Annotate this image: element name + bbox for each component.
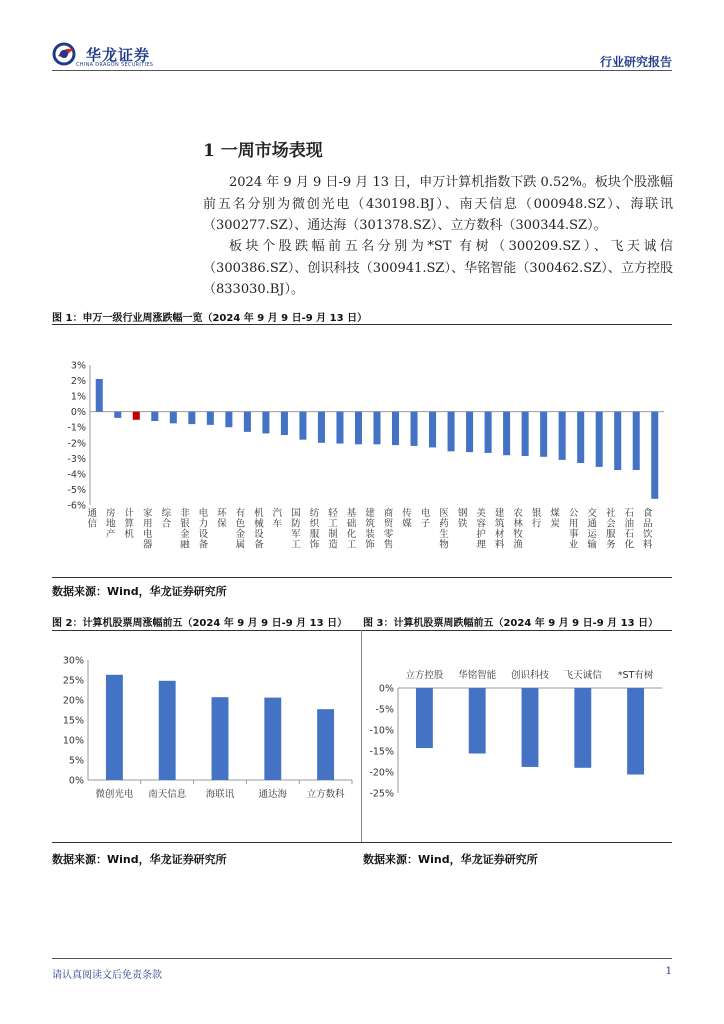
y-tick-label: 3% [70, 360, 86, 372]
y-tick-label: 5% [68, 755, 84, 767]
bar-28 [614, 412, 621, 470]
bar-2 [522, 688, 539, 767]
bar-15 [373, 412, 380, 445]
bar-29 [633, 412, 640, 470]
x-tick-label: 国防军工 [291, 508, 301, 551]
bar-2 [133, 412, 140, 420]
bar-0 [96, 379, 103, 412]
y-tick-label: 20% [62, 695, 84, 707]
x-tick-label: 医药生物 [439, 508, 449, 551]
figure1-title: 图 1：申万一级行业周涨跌幅一览（2024 年 9 月 9 日-9 月 13 日） [52, 313, 368, 324]
y-tick-label: 15% [62, 715, 84, 727]
bar-20 [466, 412, 473, 452]
figure3-title: 图 3：计算机股票周跌幅前五（2024 年 9 月 9 日-9 月 13 日） [363, 618, 659, 629]
y-tick-label: -20% [369, 767, 394, 779]
x-tick-label: 微创光电 [95, 789, 134, 800]
x-tick-label: 家用电器 [143, 508, 153, 551]
disclaimer-note: 请认真阅读文后免责条款 [52, 970, 162, 981]
bar-24 [540, 412, 547, 457]
brand-name: 华龙证券 [86, 45, 151, 64]
x-tick-label: 农林牧渔 [513, 508, 523, 551]
y-tick-label: 2% [70, 376, 86, 388]
y-tick-label: -4% [67, 469, 86, 481]
x-tick-label: 环保 [217, 508, 227, 530]
y-tick-label: 0% [378, 683, 394, 695]
bar-21 [485, 412, 492, 453]
x-tick-label: 轻工制造 [328, 508, 338, 551]
bar-3 [151, 412, 158, 421]
bar-18 [429, 412, 436, 448]
paragraph-gainers: 2024 年 9 月 9 日-9 月 13 日，申万计算机指数下跌 0.52%。板块个股涨幅前五名分别为微创光电（430198.BJ）、南天信息（000948.SZ）、海联讯（300277.SZ）、通达海（301378.SZ）、立方数科（300344.SZ）。 [203, 175, 673, 233]
x-tick-label: 商贸零售 [383, 508, 394, 551]
bar-2 [212, 697, 229, 780]
y-tick-label: 1% [70, 391, 86, 403]
bar-4 [170, 412, 177, 424]
bar-13 [336, 412, 343, 444]
bar-4 [317, 709, 334, 780]
x-tick-label: 电子 [420, 508, 431, 530]
y-tick-label: 30% [62, 655, 84, 667]
figure2-title: 图 2：计算机股票周涨幅前五（2024 年 9 月 9 日-9 月 13 日） [52, 618, 348, 629]
bar-17 [411, 412, 418, 446]
x-tick-label: 房地产 [106, 508, 116, 540]
bar-6 [207, 412, 214, 425]
figure2-source: 数据来源：Wind，华龙证券研究所 [52, 853, 227, 866]
bar-1 [159, 681, 176, 780]
y-tick-label: -25% [369, 788, 394, 800]
y-tick-label: -2% [67, 438, 86, 450]
bar-11 [299, 412, 306, 440]
y-tick-label: -5% [375, 704, 394, 716]
x-tick-label: 纺织服饰 [309, 508, 320, 551]
x-tick-label: 建筑材料 [494, 508, 505, 551]
bar-0 [106, 675, 123, 780]
x-tick-label: 飞天诚信 [563, 670, 602, 681]
bar-1 [469, 688, 486, 754]
figure1-bottom-rule [52, 577, 672, 578]
y-tick-label: 10% [62, 735, 84, 747]
x-tick-label: 钢铁 [457, 508, 468, 530]
x-tick-label: 创识科技 [510, 670, 550, 681]
y-tick-label: -1% [67, 422, 86, 434]
figure1-source: 数据来源：Wind，华龙证券研究所 [52, 585, 227, 598]
x-tick-label: 电力设备 [198, 508, 209, 551]
y-tick-label: -3% [67, 453, 86, 465]
y-tick-label: 0% [68, 775, 84, 787]
x-tick-label: 石油石化 [624, 508, 634, 551]
x-tick-label: 华铭智能 [458, 670, 497, 681]
figure1-top-rule [52, 324, 672, 325]
y-tick-label: -15% [369, 746, 394, 758]
bar-14 [355, 412, 362, 445]
paragraph-losers: 板块个股跌幅前五名分别为*ST 有树（300209.SZ）、飞天诚信（300386.SZ）、创识科技（300941.SZ）、华铭智能（300462.SZ）、立方控股（833030.BJ）。 [203, 239, 673, 297]
bar-26 [577, 412, 584, 463]
x-tick-label: 南天信息 [148, 789, 187, 800]
x-tick-label: 食品饮料 [642, 508, 653, 551]
bar-4 [627, 688, 644, 775]
industry-weekly-change-chart [52, 330, 672, 575]
top-losers-chart [366, 660, 666, 805]
bar-23 [522, 412, 529, 456]
footer-divider [52, 958, 672, 959]
bar-3 [574, 688, 591, 768]
y-tick-label: -5% [67, 484, 86, 496]
bar-5 [188, 412, 195, 424]
bar-1 [114, 412, 121, 418]
bar-22 [503, 412, 510, 456]
x-tick-label: 建筑装饰 [365, 508, 375, 551]
x-tick-label: 公用事业 [568, 508, 579, 551]
x-tick-label: 有色金属 [235, 508, 246, 551]
figure-column-divider [361, 630, 362, 842]
x-tick-label: 煤炭 [550, 508, 560, 530]
x-tick-label: 通信 [87, 508, 98, 530]
x-tick-label: 通达海 [258, 789, 288, 800]
bar-7 [225, 412, 232, 428]
x-tick-label: 传媒 [402, 508, 412, 530]
figure2-3-bottom-rule [52, 842, 672, 843]
top-gainers-chart [52, 638, 357, 838]
bar-0 [416, 688, 433, 748]
x-tick-label: 计算机 [124, 508, 135, 540]
x-tick-label: *ST有树 [617, 670, 654, 681]
bar-3 [264, 698, 281, 780]
x-tick-label: 机械设备 [254, 508, 264, 551]
x-tick-label: 综合 [161, 508, 172, 530]
x-tick-label: 社会服务 [605, 508, 616, 551]
x-tick-label: 汽车 [272, 508, 283, 530]
bar-9 [262, 412, 269, 434]
bar-30 [651, 412, 658, 499]
y-tick-label: -6% [67, 500, 86, 512]
x-tick-label: 美容护理 [476, 508, 486, 551]
figure2-3-top-rule [52, 630, 672, 631]
report-type: 行业研究报告 [599, 55, 672, 69]
x-tick-label: 基础化工 [346, 508, 357, 551]
y-tick-label: 0% [70, 407, 86, 419]
bar-19 [448, 412, 455, 452]
y-tick-label: -10% [369, 725, 394, 737]
x-tick-label: 银行 [531, 508, 542, 530]
bar-8 [244, 412, 251, 432]
page-number: 1 [665, 966, 672, 977]
figure3-source: 数据来源：Wind，华龙证券研究所 [363, 853, 538, 866]
bar-27 [596, 412, 603, 467]
bar-25 [559, 412, 566, 460]
brand-subtitle: CHINA DRAGON SECURITIES [76, 62, 154, 68]
header-divider [52, 70, 672, 71]
section-title: 1 一周市场表现 [203, 141, 323, 161]
bar-16 [392, 412, 399, 445]
x-tick-label: 立方控股 [405, 670, 444, 681]
bar-12 [318, 412, 325, 443]
x-tick-label: 交通运输 [587, 508, 597, 551]
x-tick-label: 非银金融 [180, 508, 190, 551]
bar-10 [281, 412, 288, 435]
x-tick-label: 立方数科 [306, 789, 345, 800]
y-tick-label: 25% [62, 675, 84, 687]
x-tick-label: 海联讯 [205, 789, 235, 800]
